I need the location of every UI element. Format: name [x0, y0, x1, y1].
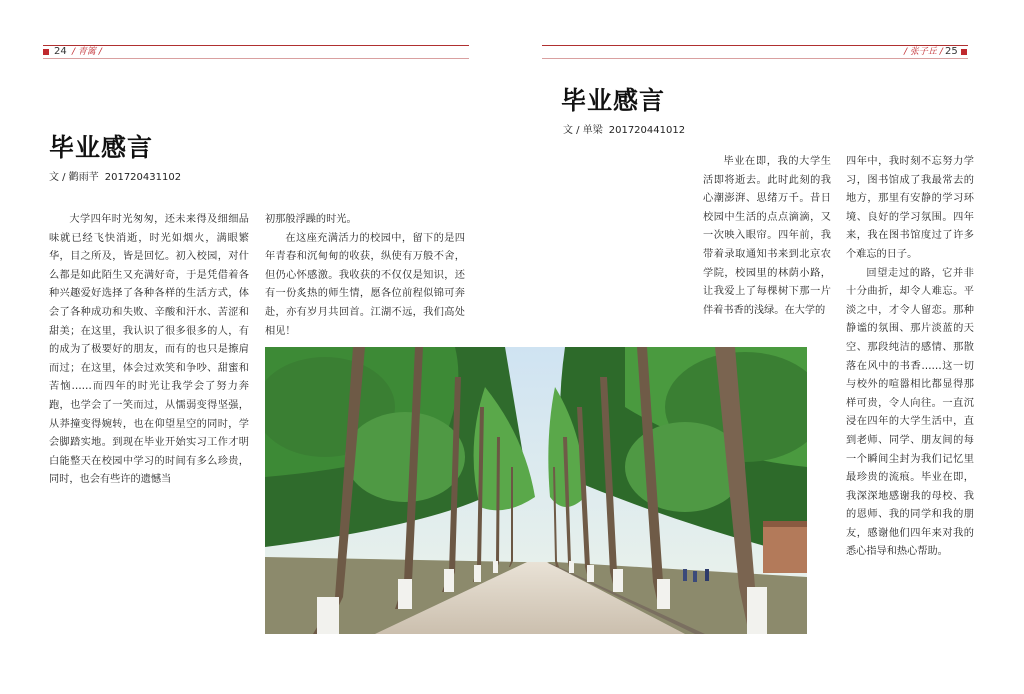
campus-avenue-photo [265, 347, 807, 634]
left-byline-prefix: 文 / 鹳雨芊 [49, 172, 99, 183]
left-page-marker [43, 49, 49, 55]
right-byline [563, 125, 691, 137]
right-paragraph-2: 回望走过的路，它并非十分曲折，却令人难忘。平淡之中，才令人留恋。那种静谧的氛围、那片淡蓝的天空、那段纯洁的感情、那散落在风中的书香……这一切与校外的喧嚣相比都显得那样可贵，令人向往。一直沉浸在四年的大学生活中，直到老师、同学、朋友间的每一个瞬间尘封为我们记忆里最珍贵的流痕。毕业在即，我深深地感谢我的母校、我的恩师、我的同学和我的朋友，感谢他们四年来对我的悉心指导和热心帮助。 [846, 267, 974, 558]
left-column-2 [265, 211, 465, 341]
left-column-1 [49, 211, 249, 490]
left-paragraph-1: 大学四年时光匆匆，还未来得及细细品味就已经飞快消逝，时光如烟火，满眼繁华，目之所及，皆是回忆。初入校园，对什么都是如此陌生又充满好奇，于是凭借着各种兴趣爱好选择了各种各样的生活方式，体会了各种成功和失败、辛酸和汗水、苦涩和甜美；在这里，我认识了很多很多的人，有的成为了极要好的朋友，而有的也只是擦肩而过；在这里，体会过欢笑和争吵、甜蜜和苦恼……而四年的时光让我学会了努力奔跑，也学会了一笑而过，从懦弱变得坚强，从莽撞变得婉转，也在仰望星空的同时，学会脚踏实地。到现在毕业开始实习工作才明白能整天在校园中学习的时间有多么珍贵，同时，也会有些许的遗憾当 [49, 214, 249, 486]
right-article-title: 毕业感言 [561, 86, 666, 115]
right-column-1 [703, 153, 831, 320]
left-paragraph-1-continued: 初那般浮躁的时光。 [265, 214, 357, 225]
right-paragraph-1-continued: 四年中，我时刻不忘努力学习，图书馆成了我最常去的地方，那里有安静的学习环境、良好的学习氛围。四年来，我在图书馆度过了许多个难忘的日子。 [846, 156, 974, 260]
right-page-marker [961, 49, 967, 55]
left-student-id: 201720431102 [104, 172, 182, 183]
right-column-2 [846, 153, 974, 562]
right-student-id: 201720441012 [608, 125, 686, 136]
right-paragraph-1: 毕业在即，我的大学生活即将逝去。此时此刻的我心潮澎湃、思绪万千。昔日校园中生活的点点滴滴，又一次映入眼帘。四年前，我带着录取通知书来到北京农学院，校园里的林荫小路，让我爱上了每棵树下那一片伴着书香的浅绿。在大学的 [703, 156, 831, 316]
right-section-name: / 张子丘 / [904, 47, 943, 57]
right-header-rule-bottom [542, 58, 968, 59]
left-byline [49, 172, 187, 184]
left-header-rule [43, 45, 469, 46]
left-article-title: 毕业感言 [49, 133, 154, 162]
left-page-number: 24 [54, 46, 67, 57]
right-section-label: 张子丘 [909, 47, 937, 57]
left-paragraph-2: 在这座充满活力的校园中，留下的是四年青春和沉甸甸的收获，纵使有万般不舍，但仍心怀感激。我收获的不仅仅是知识，还有一份炙热的师生情，愿各位前程似锦可奔赴，亦有岁月共回首。江湖不远，我们高处相见！ [265, 232, 465, 337]
right-byline-prefix: 文 / 单梁 [563, 125, 603, 136]
left-header-rule-bottom [43, 58, 469, 59]
left-section-name: / 青篱 / [72, 47, 102, 57]
left-section-label: 青篱 [77, 47, 96, 57]
right-page-number: 25 [945, 46, 958, 57]
